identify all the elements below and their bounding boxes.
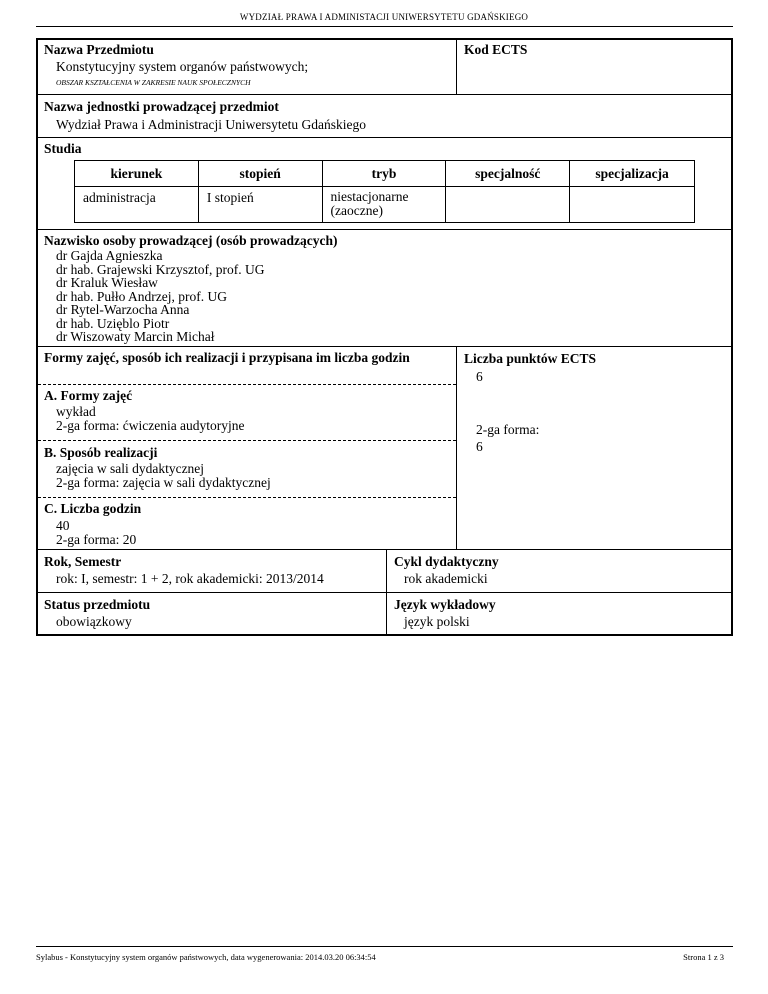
studies-header-kierunek: kierunek — [75, 161, 199, 187]
page-header: WYDZIAŁ PRAWA I ADMINISTACJI UNIWERSYTETU GDAŃSKIEGO — [239, 12, 529, 22]
status-label: Status przedmiotu — [44, 597, 151, 612]
lecturers-row — [38, 230, 731, 347]
ects-form2-label: 2-ga forma: — [476, 422, 540, 437]
ects-points-label: Liczba punktów ECTS — [464, 351, 597, 366]
studies-header-specjalnosc: specjalność — [446, 161, 570, 187]
lecturer-item: dr hab. Uzięblo Piotr — [56, 315, 170, 331]
forms-b-values — [56, 462, 271, 490]
cycle-label: Cykl dydaktyczny — [394, 554, 499, 569]
forms-divider — [38, 440, 456, 441]
studies-label: Studia — [44, 141, 82, 156]
page-number: Strona 1 z 3 — [683, 952, 724, 962]
unit-row — [38, 95, 731, 138]
lecturers-list — [56, 249, 264, 344]
course-row — [38, 40, 731, 95]
year-cell — [38, 550, 387, 592]
forms-label: Formy zajęć, sposób ich realizacji i przypisana im liczba godzin — [44, 350, 410, 365]
unit-name: Wydział Prawa i Administracji Uniwersytetu Gdańskiego — [56, 117, 366, 132]
cycle-value: rok akademicki — [404, 571, 488, 586]
course-name-cell — [38, 40, 457, 94]
forms-cell — [38, 347, 457, 549]
year-row — [38, 550, 731, 593]
forms-divider — [38, 497, 456, 498]
unit-label: Nazwa jednostki prowadzącej przedmiot — [44, 99, 279, 114]
forms-c-values — [56, 519, 136, 547]
forms-divider — [38, 384, 456, 385]
forms-row — [38, 347, 731, 550]
lecturer-item: dr Gajda Agnieszka — [56, 248, 163, 263]
year-value: rok: I, semestr: 1 + 2, rok akademicki: 2013/2014 — [56, 571, 324, 586]
lecturer-item: dr Rytel-Warzocha Anna — [56, 302, 190, 317]
year-label: Rok, Semestr — [44, 554, 122, 569]
forms-a-line: 2-ga forma: ćwiczenia audytoryjne — [56, 418, 245, 433]
footer-divider — [36, 946, 733, 947]
forms-b-line: 2-ga forma: zajęcia w sali dydaktycznej — [56, 475, 271, 490]
studies-cell-specjalizacja — [570, 187, 695, 223]
forms-c-line: 2-ga forma: 20 — [56, 532, 137, 547]
course-name: Konstytucyjny system organów państwowych; — [56, 59, 309, 74]
lecturers-label: Nazwisko osoby prowadzącej (osób prowadzących) — [44, 233, 338, 248]
forms-a-label: A. Formy zajęć — [44, 388, 133, 403]
studies-cell-specjalnosc — [446, 187, 570, 223]
studies-cell-kierunek: administracja — [75, 187, 199, 223]
language-value: język polski — [404, 614, 470, 629]
studies-cell-stopien: I stopień — [198, 187, 322, 223]
footer-text: Sylabus - Konstytucyjny system organów państwowych, data wygenerowania: 2014.03.20 06:34:54 — [36, 952, 376, 962]
language-label: Język wykładowy — [394, 597, 496, 612]
ects-form2-value: 6 — [476, 439, 483, 454]
studies-header-row — [75, 161, 695, 187]
forms-b-label: B. Sposób realizacji — [44, 445, 158, 460]
header-divider — [36, 26, 733, 27]
lecturer-item: dr hab. Pułło Andrzej, prof. UG — [56, 288, 227, 304]
syllabus-frame — [36, 38, 733, 636]
studies-cell-tryb: niestacjonarne (zaoczne) — [322, 187, 446, 223]
forms-b-line: zajęcia w sali dydaktycznej — [56, 461, 205, 476]
studies-table — [74, 160, 695, 223]
course-area: OBSZAR KSZTAŁCENIA W ZAKRESIE NAUK SPOŁECZNYCH — [56, 78, 251, 87]
course-name-label: Nazwa Przedmiotu — [44, 42, 154, 57]
ects-points-value: 6 — [476, 369, 483, 384]
studies-data-row — [75, 187, 695, 223]
studies-header-specjalizacja: specjalizacja — [570, 161, 695, 187]
studies-header-tryb: tryb — [322, 161, 446, 187]
status-row — [38, 593, 731, 634]
lecturer-item: dr Kraluk Wiesław — [56, 275, 158, 290]
status-cell — [38, 593, 387, 634]
forms-c-label: C. Liczba godzin — [44, 501, 142, 516]
ects-code-label: Kod ECTS — [464, 42, 528, 57]
studies-header-stopien: stopień — [198, 161, 322, 187]
lecturer-item: dr Wiszowaty Marcin Michał — [56, 329, 215, 344]
forms-a-line: wykład — [56, 404, 96, 419]
studies-row — [38, 138, 731, 230]
status-value: obowiązkowy — [56, 614, 132, 629]
forms-a-values — [56, 405, 245, 433]
forms-c-line: 40 — [56, 518, 70, 533]
lecturer-item: dr hab. Grajewski Krzysztof, prof. UG — [56, 261, 265, 277]
